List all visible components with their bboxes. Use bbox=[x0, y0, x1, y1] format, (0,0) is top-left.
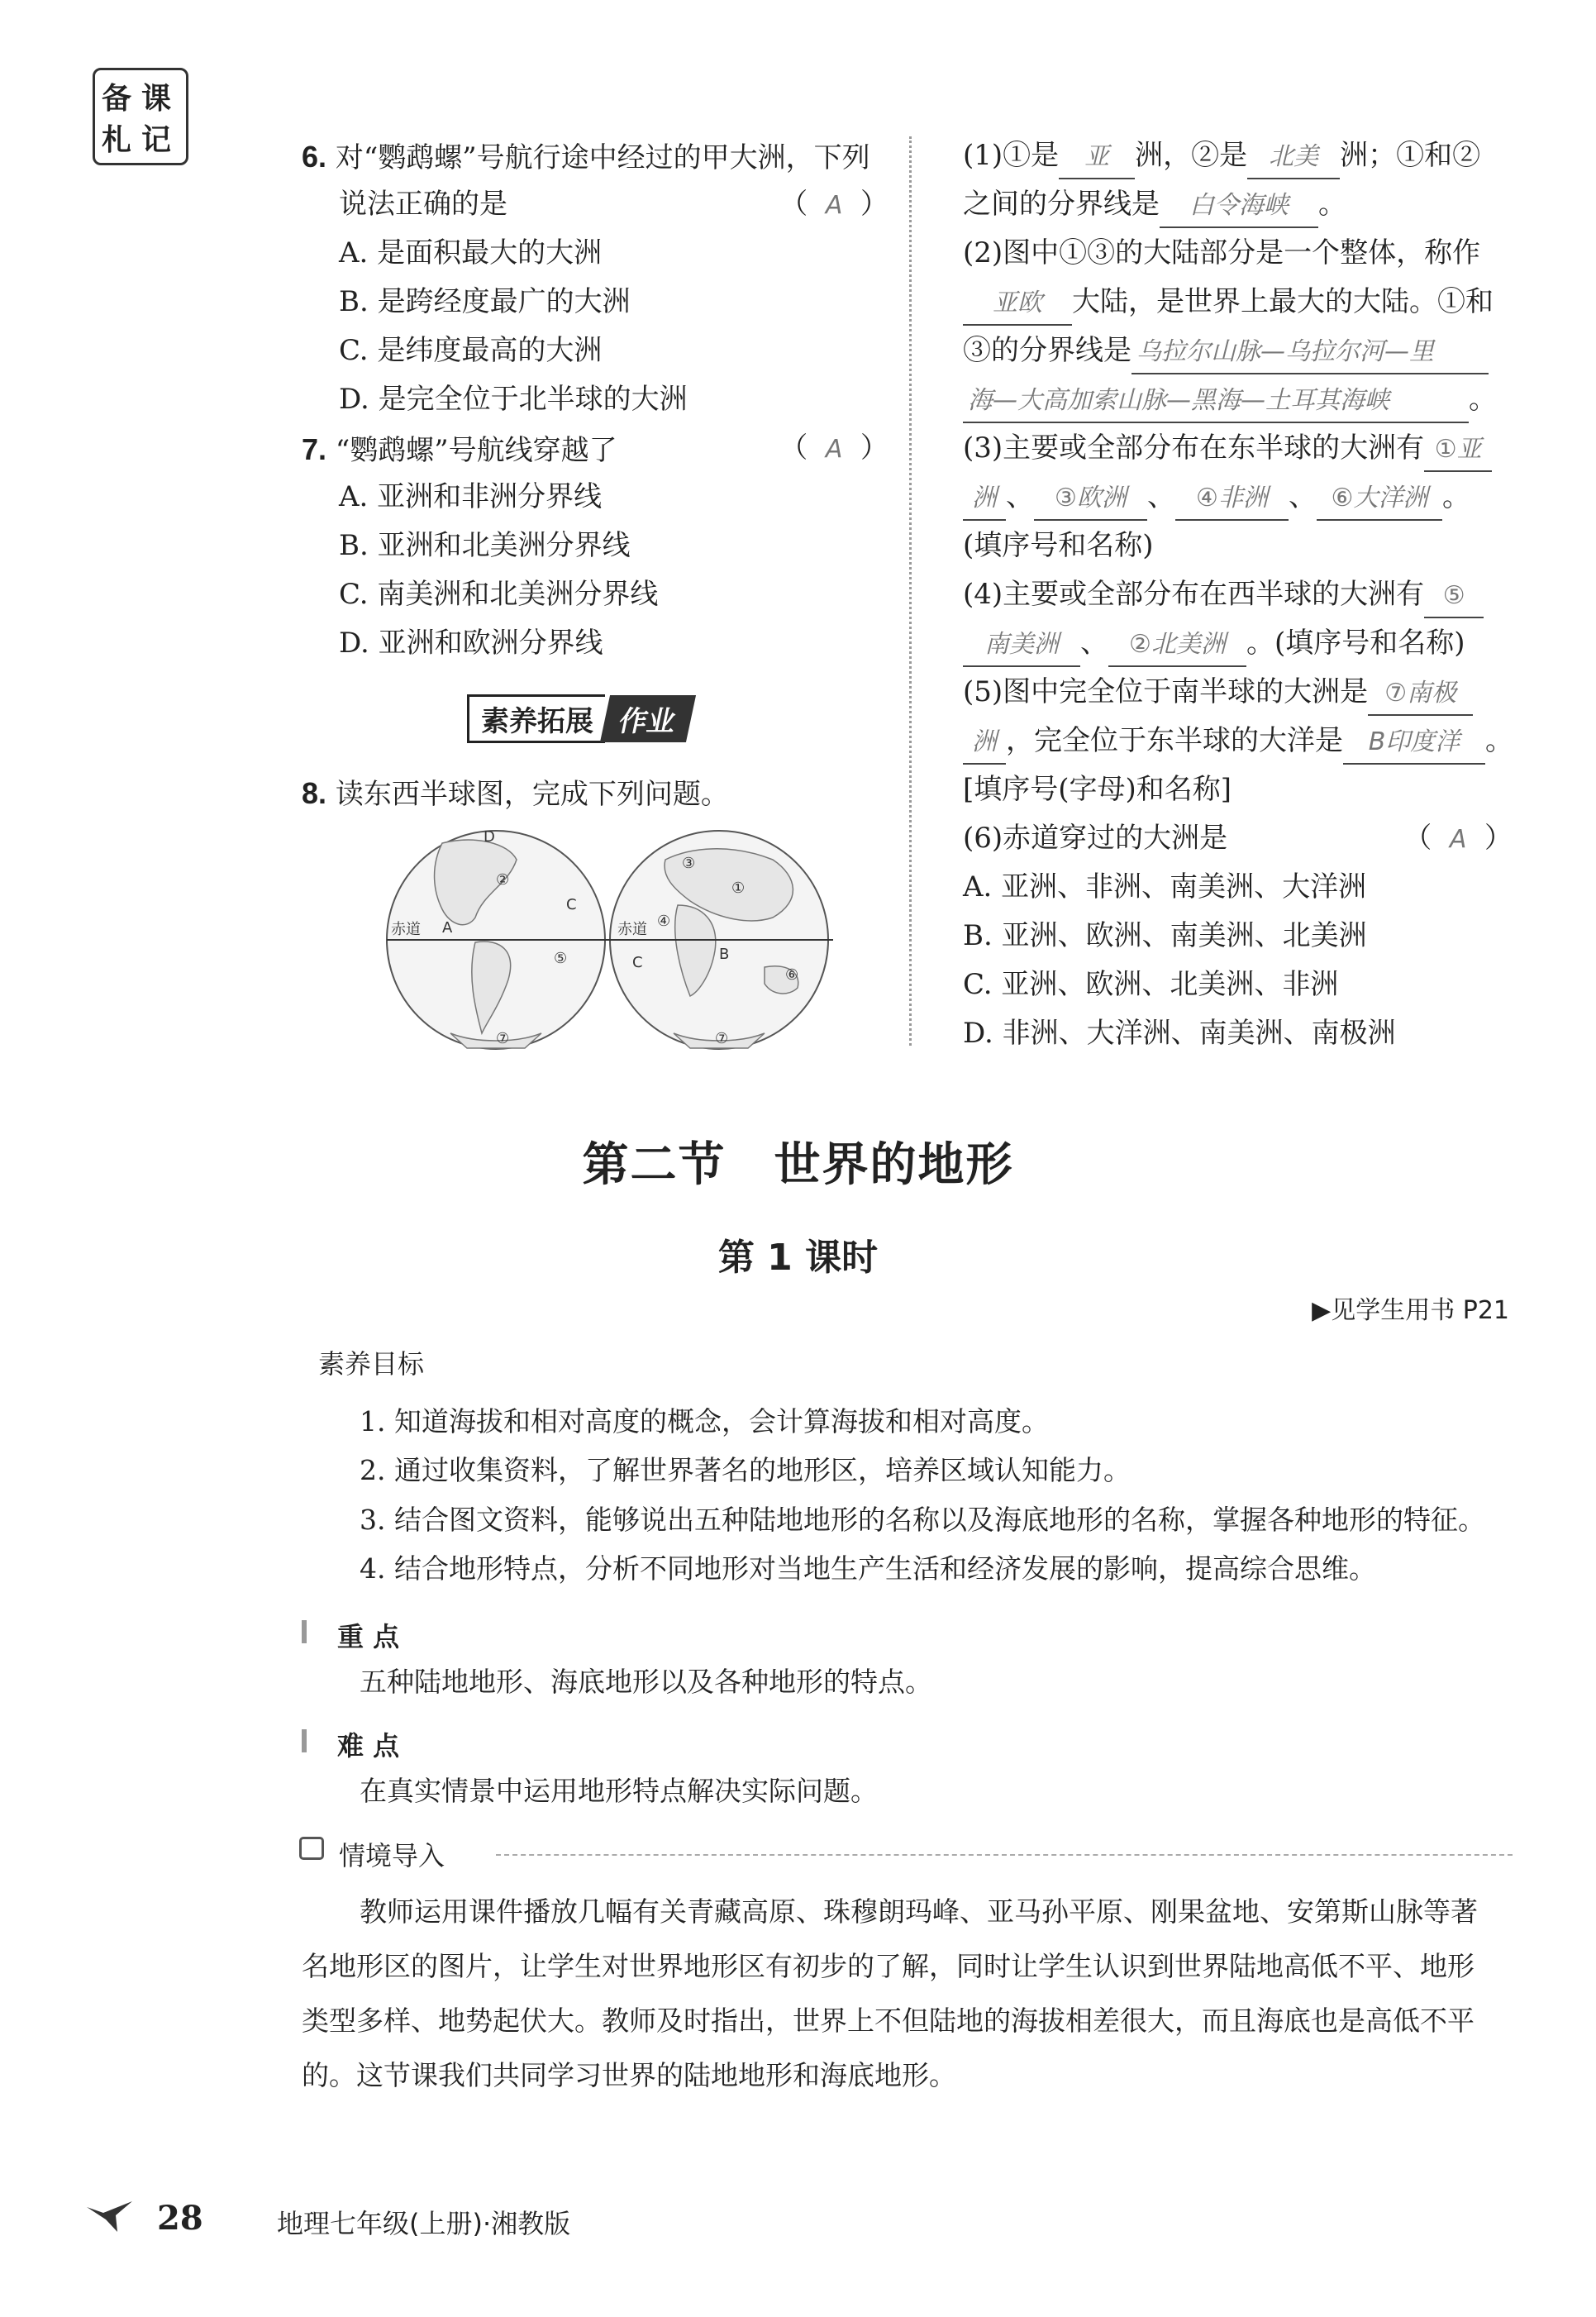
intro-title: 情境导入 bbox=[339, 1840, 445, 1871]
answer-blank: 白令海峡 bbox=[1160, 185, 1318, 228]
answer-blank: 乌拉尔山脉—乌拉尔河—里 bbox=[1131, 331, 1489, 374]
p5-line2 bbox=[963, 718, 1513, 766]
q8-stem-line bbox=[302, 769, 729, 818]
q6-stem: 对“鹦鹉螺”号航行途中经过的甲大洲，下列 bbox=[335, 141, 870, 174]
text: (6)赤道穿过的大洲是 bbox=[963, 822, 1228, 855]
text: 、 bbox=[1147, 480, 1175, 513]
map-label: ② bbox=[496, 871, 510, 889]
map-label: ④ bbox=[657, 913, 671, 930]
text: 、 bbox=[1006, 480, 1034, 513]
text: (5)图中完全位于南半球的大洲是 bbox=[963, 675, 1369, 708]
hemisphere-map bbox=[384, 827, 835, 1054]
question-number: 8. bbox=[302, 776, 327, 810]
answer-blank: B印度洋 bbox=[1343, 722, 1485, 765]
goal-item: 4. 结合地形特点，分析不同地形对当地生产生活和经济发展的影响，提高综合思维。 bbox=[360, 1552, 1376, 1585]
answer-paren: （ A ） bbox=[779, 188, 889, 221]
text: 洲，②是 bbox=[1135, 139, 1248, 172]
p2-line4 bbox=[963, 376, 1513, 425]
p5-line1 bbox=[963, 669, 1513, 718]
intro-line: 类型多样、地势起伏大。教师及时指出，世界上不但陆地的海拔相差很大，而且海底也是高低不平 bbox=[302, 2005, 1475, 2037]
answer-blank: ④非洲 bbox=[1175, 478, 1289, 521]
answer-blank: 亚 bbox=[1059, 136, 1135, 179]
text: 洲；①和② bbox=[1340, 139, 1481, 172]
logo-char: 备 bbox=[102, 82, 132, 116]
page-number: 28 bbox=[157, 2199, 203, 2238]
key-title: 重 点 bbox=[337, 1621, 400, 1652]
key-text: 五种陆地地形、海底地形以及各种地形的特点。 bbox=[360, 1666, 932, 1698]
q6-stem-line2 bbox=[302, 181, 889, 230]
q6-answer: A bbox=[825, 191, 843, 220]
p6-line1 bbox=[963, 815, 1513, 864]
difficulty-title: 难 点 bbox=[337, 1730, 400, 1762]
option: C. 亚洲、欧洲、北美洲、非洲 bbox=[963, 968, 1339, 1001]
badge-right: 作业 bbox=[600, 695, 696, 742]
map-label: A bbox=[442, 919, 453, 937]
text: (4)主要或全部分布在西半球的大洲有 bbox=[963, 578, 1425, 611]
option: B. 是跨经度最广的大洲 bbox=[339, 285, 631, 318]
intro-rule bbox=[496, 1854, 1513, 1856]
option: A. 亚洲和非洲分界线 bbox=[339, 480, 603, 513]
intro-line: 名地形区的图片，让学生对世界地形区有初步的了解，同时让学生认识到世界陆地高低不平、地形 bbox=[302, 1950, 1475, 1982]
option: D. 是完全位于北半球的大洲 bbox=[339, 383, 688, 416]
p2-line2 bbox=[963, 279, 1513, 327]
option: B. 亚洲和北美洲分界线 bbox=[339, 529, 631, 562]
map-label: C bbox=[566, 896, 577, 913]
answer-blank: 洲 bbox=[963, 722, 1006, 765]
text: ，完全位于东半球的大洋是 bbox=[1006, 724, 1343, 757]
map-label: ① bbox=[731, 880, 746, 897]
answer-blank: ①亚 bbox=[1424, 429, 1492, 472]
option: C. 是纬度最高的大洲 bbox=[339, 334, 603, 367]
option: A. 亚洲、非洲、南美洲、大洋洲 bbox=[963, 870, 1367, 903]
text: 之间的分界线是 bbox=[963, 188, 1160, 221]
p3-line2 bbox=[963, 474, 1513, 522]
answer-blank: 海—大高加索山脉—黑海—土耳其海峡 bbox=[963, 380, 1469, 423]
section-title: 第二节 世界的地形 bbox=[582, 1138, 1014, 1192]
left-column bbox=[302, 132, 889, 669]
answer-blank: ⑤ bbox=[1424, 575, 1484, 618]
question-number: 6. bbox=[302, 140, 327, 174]
q7-answer: A bbox=[825, 435, 843, 464]
q6-stem-line1 bbox=[302, 132, 889, 181]
key-marker bbox=[302, 1620, 307, 1643]
option: B. 亚洲、欧洲、南美洲、北美洲 bbox=[963, 919, 1367, 952]
p1-line1 bbox=[963, 132, 1513, 181]
p3-line1 bbox=[963, 425, 1513, 474]
q7-stem-line bbox=[302, 425, 889, 474]
text: (1)①是 bbox=[963, 139, 1060, 172]
difficulty-text: 在真实情景中运用地形特点解决实际问题。 bbox=[360, 1775, 878, 1807]
student-book-reference: ▶见学生用书 P21 bbox=[1312, 1296, 1509, 1325]
intro-paragraph bbox=[302, 1885, 1508, 2103]
map-label: B bbox=[719, 946, 730, 963]
answer-paren: （ A ） bbox=[779, 431, 889, 465]
p4-line2 bbox=[963, 620, 1513, 669]
answer-blank: 北美 bbox=[1247, 136, 1340, 179]
notes-logo bbox=[93, 68, 188, 165]
map-label: C bbox=[632, 954, 643, 971]
difficulty-marker bbox=[302, 1729, 307, 1752]
option: D. 亚洲和欧洲分界线 bbox=[339, 627, 603, 660]
text: (3)主要或全部分布在东半球的大洲有 bbox=[963, 431, 1425, 465]
lesson-subtitle: 第 1 课时 bbox=[717, 1237, 879, 1279]
goal-item: 2. 通过收集资料，了解世界著名的地形区，培养区域认知能力。 bbox=[360, 1454, 1131, 1487]
footer-logo-icon bbox=[83, 2195, 141, 2240]
map-label: ⑤ bbox=[554, 950, 568, 967]
map-label: ⑥ bbox=[785, 966, 799, 984]
answer-blank: ③欧洲 bbox=[1034, 478, 1147, 521]
p3-line3: (填序号和名称) bbox=[963, 529, 1154, 562]
logo-char: 记 bbox=[141, 123, 172, 157]
map-label: D bbox=[484, 828, 495, 846]
intro-line: 教师运用课件播放几幅有关青藏高原、珠穆朗玛峰、亚马孙平原、刚果盆地、安第斯山脉等著 bbox=[360, 1895, 1478, 1928]
p5-line3: [填序号(字母)和名称] bbox=[963, 773, 1232, 806]
goals-list bbox=[360, 1397, 1533, 1594]
text: ③的分界线是 bbox=[963, 334, 1131, 367]
map-label: ⑦ bbox=[715, 1030, 729, 1047]
logo-char: 课 bbox=[141, 82, 172, 116]
text: 。 bbox=[1485, 724, 1513, 757]
answer-blank: 南美洲 bbox=[963, 624, 1080, 667]
badge-left: 素养拓展 bbox=[467, 694, 605, 743]
answer-paren: （ A ） bbox=[1403, 822, 1513, 855]
answer-blank: 亚欧 bbox=[963, 283, 1072, 326]
equator-label: 赤道 bbox=[391, 921, 421, 938]
p4-line1 bbox=[963, 571, 1513, 620]
equator-label: 赤道 bbox=[617, 921, 647, 938]
p1-line2 bbox=[963, 181, 1513, 230]
answer-blank: ⑦南极 bbox=[1368, 673, 1473, 716]
section-badge bbox=[467, 696, 691, 741]
book-title: 地理七年级(上册)·湘教版 bbox=[277, 2208, 571, 2239]
text: 、 bbox=[1289, 480, 1317, 513]
text: 大陆，是世界上最大的大陆。①和 bbox=[1072, 285, 1494, 318]
text: 、 bbox=[1080, 627, 1108, 660]
text: 。 bbox=[1318, 188, 1346, 221]
logo-char: 札 bbox=[102, 123, 132, 157]
answer-blank: ②北美洲 bbox=[1108, 624, 1246, 667]
answer-blank: 洲 bbox=[963, 478, 1006, 521]
intro-line: 的。这节课我们共同学习世界的陆地地形和海底地形。 bbox=[302, 2059, 956, 2091]
column-divider bbox=[909, 136, 912, 1046]
chat-icon bbox=[299, 1837, 324, 1860]
text: 。 bbox=[1442, 480, 1470, 513]
right-column bbox=[963, 132, 1513, 1059]
text: 。 bbox=[1469, 383, 1497, 416]
map-label: ③ bbox=[682, 855, 696, 872]
q6-stem-cont: 说法正确的是 bbox=[339, 188, 507, 221]
option: D. 非洲、大洋洲、南美洲、南极洲 bbox=[963, 1017, 1396, 1050]
option: A. 是面积最大的大洲 bbox=[339, 236, 603, 269]
goal-item: 3. 结合图文资料，能够说出五种陆地地形的名称以及海底地形的名称，掌握各种地形的特征。 bbox=[360, 1503, 1485, 1536]
q8-stem: 读东西半球图，完成下列问题。 bbox=[335, 778, 729, 811]
question-number: 7. bbox=[302, 432, 327, 466]
q7-stem: “鹦鹉螺”号航线穿越了 bbox=[335, 434, 617, 467]
goal-item: 1. 知道海拔和相对高度的概念，会计算海拔和相对高度。 bbox=[360, 1405, 1049, 1437]
map-label: ⑦ bbox=[496, 1030, 510, 1047]
p2-line1: (2)图中①③的大陆部分是一个整体，称作 bbox=[963, 236, 1481, 269]
goals-title: 素养目标 bbox=[318, 1348, 425, 1380]
option: C. 南美洲和北美洲分界线 bbox=[339, 578, 659, 611]
answer-blank: ⑥大洋洲 bbox=[1317, 478, 1442, 521]
p6-answer: A bbox=[1449, 825, 1467, 854]
text: 。(填序号和名称) bbox=[1246, 627, 1465, 660]
p2-line3 bbox=[963, 327, 1513, 376]
